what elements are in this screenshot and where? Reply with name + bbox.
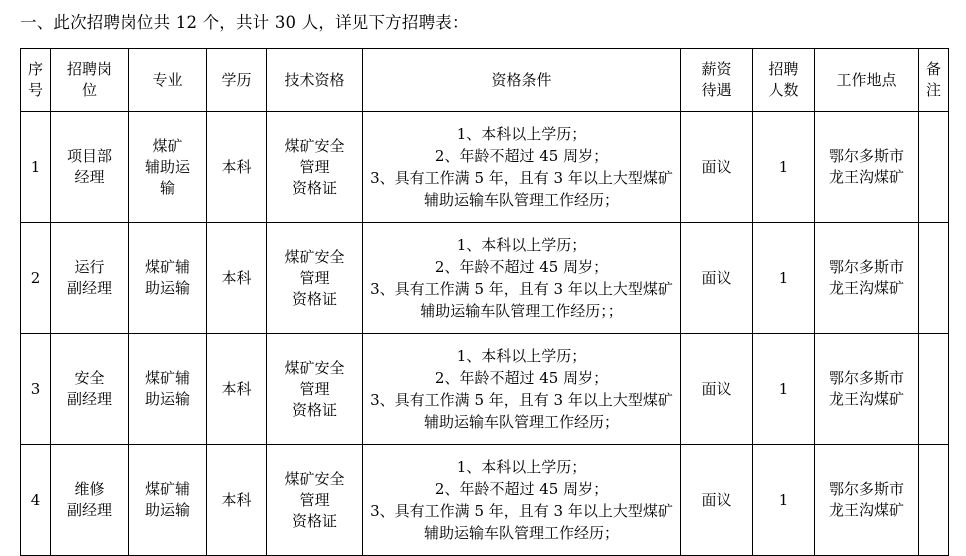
cell-certificate: 煤矿安全 管理 资格证 bbox=[267, 112, 363, 223]
cell-note bbox=[919, 112, 949, 223]
cell-education: 本科 bbox=[207, 112, 267, 223]
cell-index: 3 bbox=[21, 334, 51, 445]
cell-location: 鄂尔多斯市 龙王沟煤矿 bbox=[815, 334, 919, 445]
cell-note bbox=[919, 445, 949, 556]
cell-major: 煤矿 辅助运 输 bbox=[129, 112, 207, 223]
cell-location: 鄂尔多斯市 龙王沟煤矿 bbox=[815, 445, 919, 556]
cell-salary: 面议 bbox=[681, 112, 753, 223]
header-salary: 薪资 待遇 bbox=[681, 49, 753, 112]
cell-requirements bbox=[363, 334, 681, 445]
requirement-line: 3、具有工作满 5 年，且有 3 年以上大型煤矿辅助运输车队管理工作经历； bbox=[370, 391, 673, 431]
cell-location: 鄂尔多斯市 龙王沟煤矿 bbox=[815, 223, 919, 334]
cell-requirements bbox=[363, 445, 681, 556]
header-major: 专业 bbox=[129, 49, 207, 112]
cell-major: 煤矿辅 助运输 bbox=[129, 334, 207, 445]
requirement-line: 1、本科以上学历； bbox=[456, 236, 587, 254]
requirement-line: 1、本科以上学历； bbox=[456, 125, 587, 143]
cell-major: 煤矿辅 助运输 bbox=[129, 223, 207, 334]
requirement-line: 2、年龄不超过 45 周岁； bbox=[434, 258, 609, 276]
cell-post: 维修 副经理 bbox=[51, 445, 129, 556]
cell-salary: 面议 bbox=[681, 223, 753, 334]
cell-headcount: 1 bbox=[753, 334, 815, 445]
table-row bbox=[21, 445, 949, 556]
header-location: 工作地点 bbox=[815, 49, 919, 112]
cell-requirements bbox=[363, 223, 681, 334]
cell-post: 运行 副经理 bbox=[51, 223, 129, 334]
requirement-line: 1、本科以上学历； bbox=[456, 347, 587, 365]
requirement-line: 2、年龄不超过 45 周岁； bbox=[434, 147, 609, 165]
requirement-line: 3、具有工作满 5 年，且有 3 年以上大型煤矿辅助运输车队管理工作经历；； bbox=[370, 280, 673, 320]
cell-index: 4 bbox=[21, 445, 51, 556]
requirement-line: 2、年龄不超过 45 周岁； bbox=[434, 369, 609, 387]
cell-note bbox=[919, 334, 949, 445]
header-requirements: 资格条件 bbox=[363, 49, 681, 112]
cell-certificate: 煤矿安全 管理 资格证 bbox=[267, 334, 363, 445]
cell-certificate: 煤矿安全 管理 资格证 bbox=[267, 445, 363, 556]
header-post: 招聘岗 位 bbox=[51, 49, 129, 112]
requirement-line: 3、具有工作满 5 年，且有 3 年以上大型煤矿辅助运输车队管理工作经历； bbox=[370, 502, 673, 542]
cell-education: 本科 bbox=[207, 445, 267, 556]
requirement-line: 3、具有工作满 5 年，且有 3 年以上大型煤矿辅助运输车队管理工作经历； bbox=[370, 169, 673, 209]
cell-headcount: 1 bbox=[753, 112, 815, 223]
header-headcount: 招聘 人数 bbox=[753, 49, 815, 112]
cell-major: 煤矿辅 助运输 bbox=[129, 445, 207, 556]
cell-note bbox=[919, 223, 949, 334]
header-index: 序 号 bbox=[21, 49, 51, 112]
cell-index: 1 bbox=[21, 112, 51, 223]
intro-paragraph: 一、此次招聘岗位共 12 个，共计 30 人，详见下方招聘表： bbox=[20, 13, 469, 32]
cell-salary: 面议 bbox=[681, 445, 753, 556]
table-header-row bbox=[21, 49, 949, 112]
cell-certificate: 煤矿安全 管理 资格证 bbox=[267, 223, 363, 334]
cell-salary: 面议 bbox=[681, 334, 753, 445]
recruitment-table bbox=[20, 48, 949, 556]
cell-requirements bbox=[363, 112, 681, 223]
table-row bbox=[21, 112, 949, 223]
header-note: 备 注 bbox=[919, 49, 949, 112]
header-education: 学历 bbox=[207, 49, 267, 112]
cell-headcount: 1 bbox=[753, 223, 815, 334]
cell-index: 2 bbox=[21, 223, 51, 334]
cell-headcount: 1 bbox=[753, 445, 815, 556]
cell-education: 本科 bbox=[207, 334, 267, 445]
requirement-line: 2、年龄不超过 45 周岁； bbox=[434, 480, 609, 498]
cell-post: 安全 副经理 bbox=[51, 334, 129, 445]
requirement-line: 1、本科以上学历； bbox=[456, 458, 587, 476]
cell-location: 鄂尔多斯市 龙王沟煤矿 bbox=[815, 112, 919, 223]
header-certificate: 技术资格 bbox=[267, 49, 363, 112]
table-row bbox=[21, 223, 949, 334]
cell-post: 项目部 经理 bbox=[51, 112, 129, 223]
table-row bbox=[21, 334, 949, 445]
cell-education: 本科 bbox=[207, 223, 267, 334]
